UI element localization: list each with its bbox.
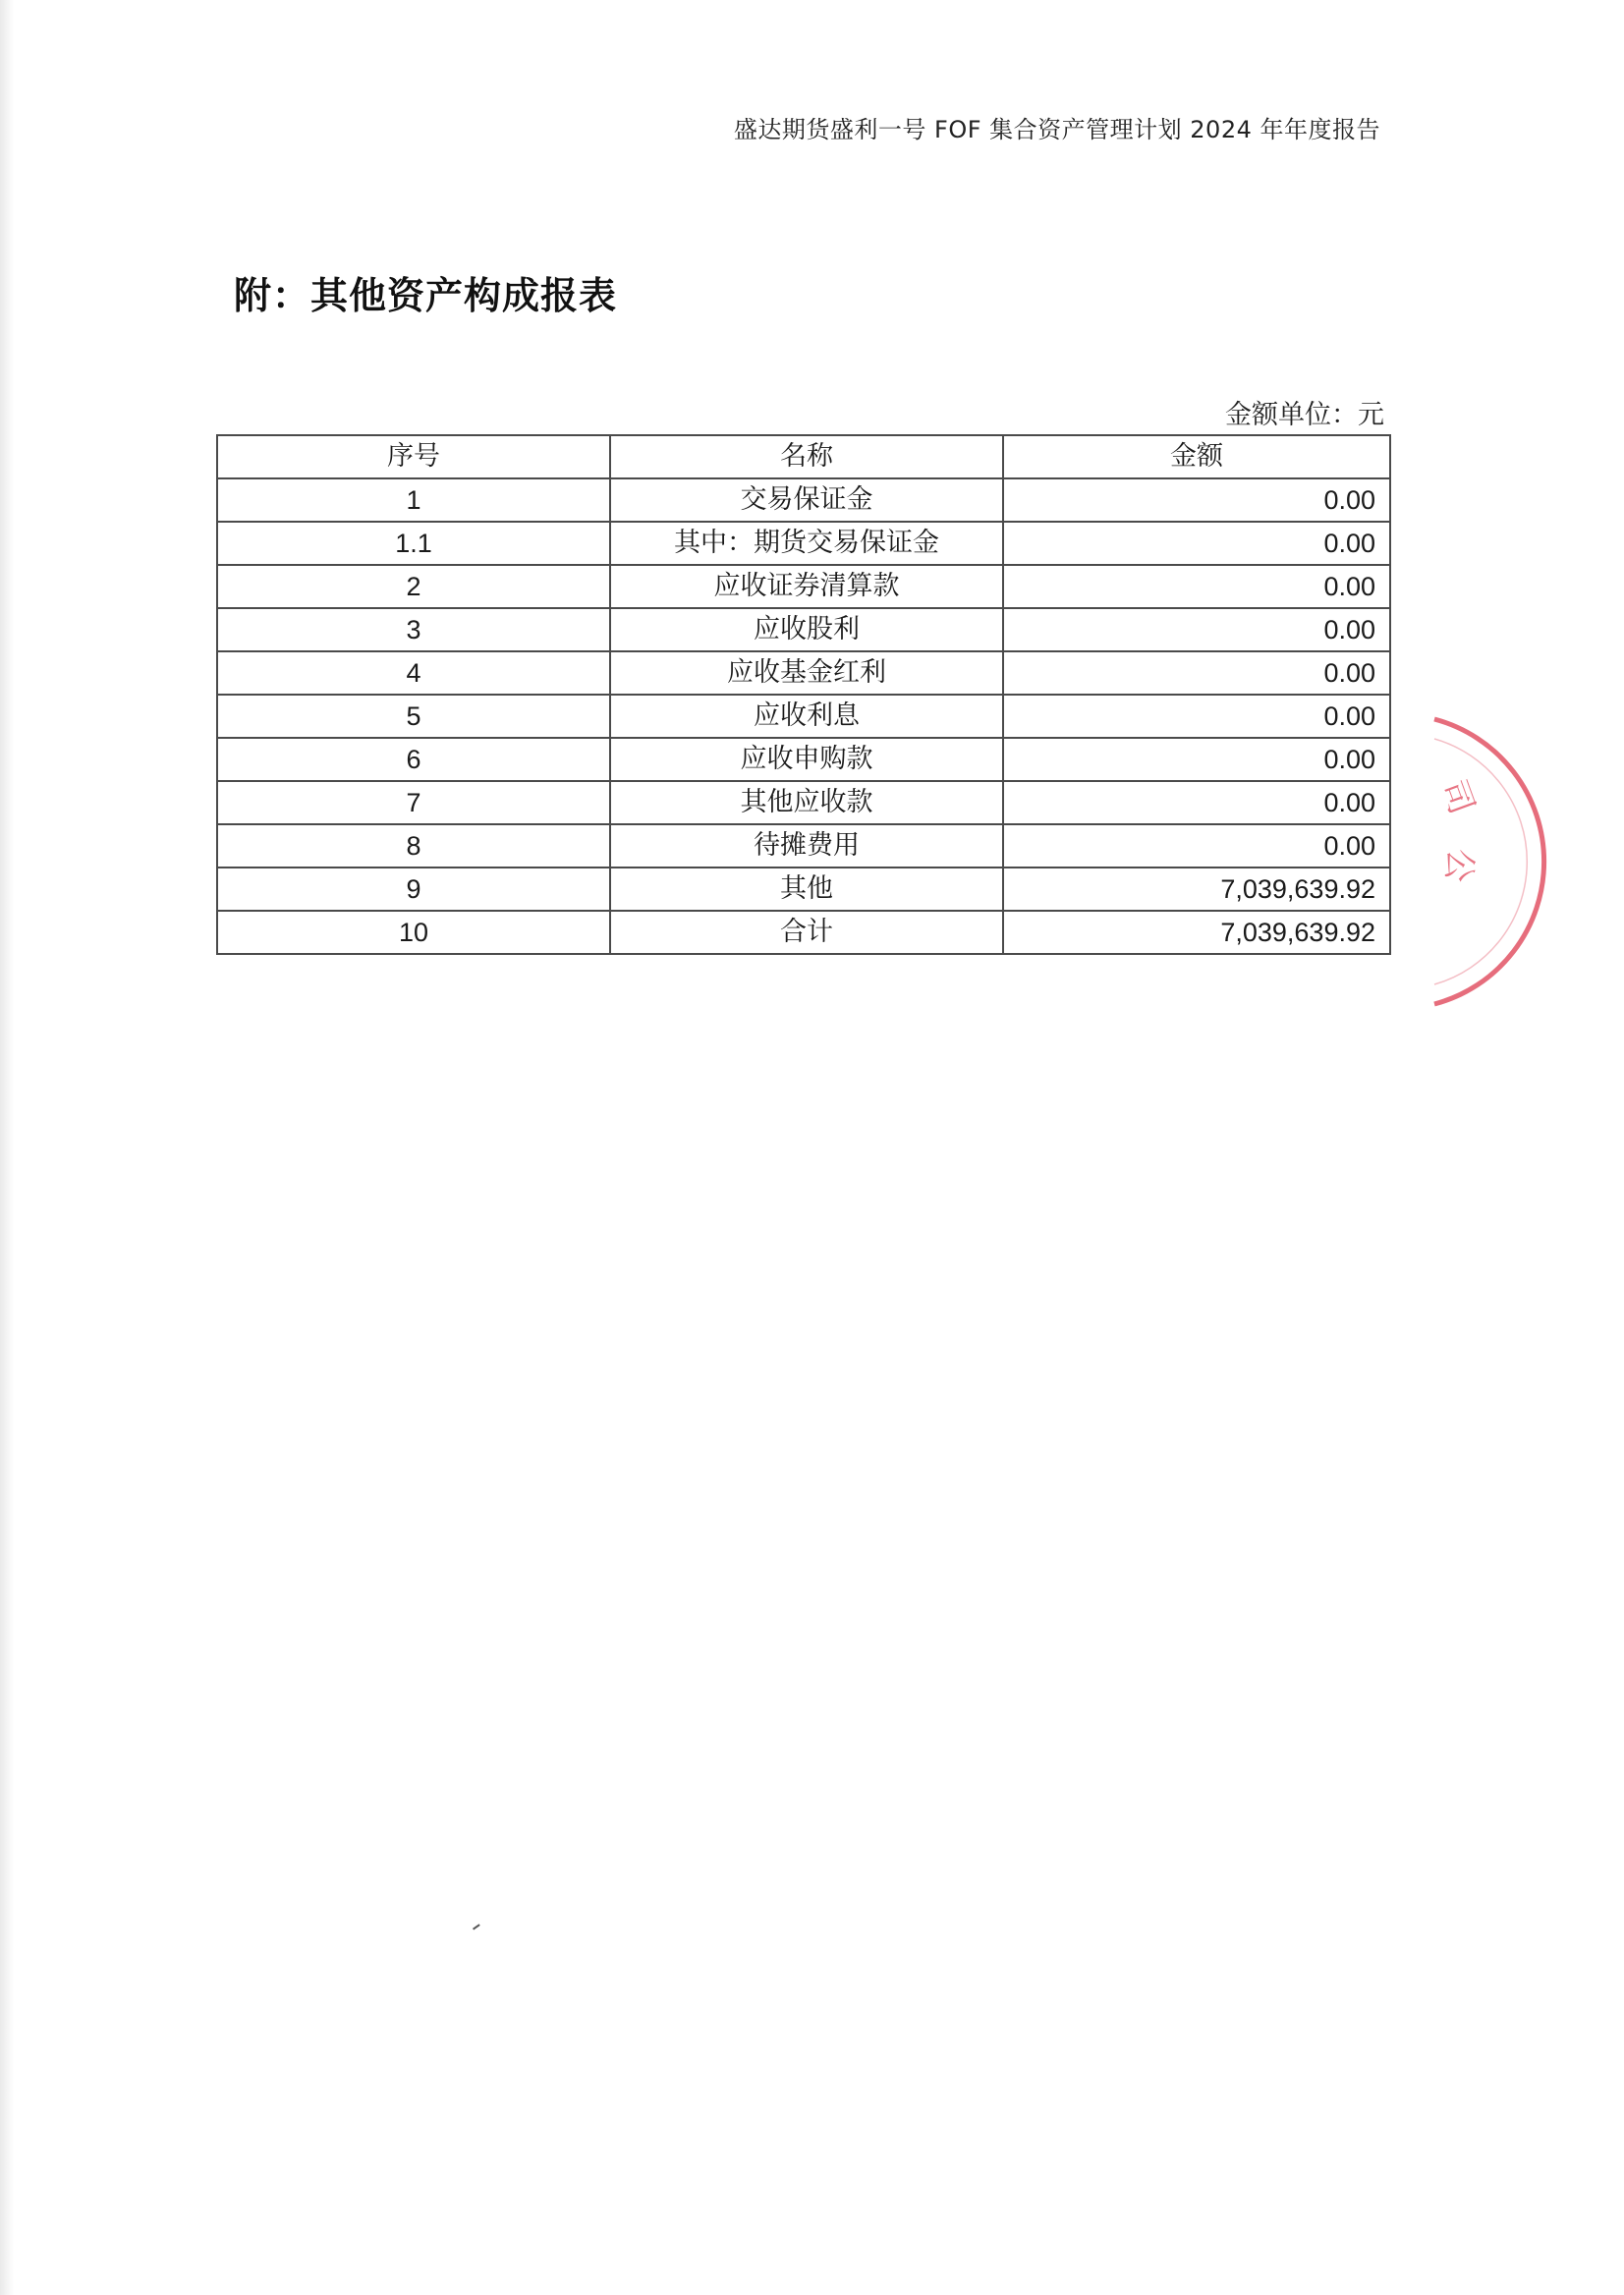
table-header-row: [217, 435, 1390, 478]
row-seq-cell: 6: [217, 738, 610, 781]
seal-char: 司: [1432, 774, 1483, 820]
table-row: [217, 478, 1390, 522]
running-header: 盛达期货盛利一号 FOF 集合资产管理计划 2024 年年度报告: [733, 116, 1380, 143]
row-name-cell: 其他: [610, 868, 1003, 911]
table-row: [217, 738, 1390, 781]
column-header-seq: 序号: [217, 435, 610, 478]
row-amount-cell: 0.00: [1003, 522, 1390, 565]
seal-char: 公: [1437, 847, 1481, 884]
row-amount-cell: 0.00: [1003, 781, 1390, 824]
row-name-cell: 应收基金红利: [610, 651, 1003, 695]
row-name-cell: 待摊费用: [610, 824, 1003, 868]
row-seq-cell: 3: [217, 608, 610, 651]
row-seq-cell: 9: [217, 868, 610, 911]
row-name-cell: 其中：期货交易保证金: [610, 522, 1003, 565]
column-header-name: 名称: [610, 435, 1003, 478]
row-amount-cell: 0.00: [1003, 738, 1390, 781]
row-seq-cell: 5: [217, 695, 610, 738]
table-row: [217, 911, 1390, 954]
row-name-cell: 合计: [610, 911, 1003, 954]
row-name-cell: 交易保证金: [610, 478, 1003, 522]
scan-edge-shadow: [0, 0, 14, 2295]
row-amount-cell: 7,039,639.92: [1003, 868, 1390, 911]
row-amount-cell: 0.00: [1003, 824, 1390, 868]
table-body: [217, 478, 1390, 954]
company-seal-stamp: [1415, 709, 1552, 1014]
table-row: [217, 781, 1390, 824]
table-row: [217, 522, 1390, 565]
row-name-cell: 应收利息: [610, 695, 1003, 738]
row-amount-cell: 0.00: [1003, 608, 1390, 651]
table-row: [217, 608, 1390, 651]
row-amount-cell: 0.00: [1003, 651, 1390, 695]
row-amount-cell: 0.00: [1003, 565, 1390, 608]
row-seq-cell: 1: [217, 478, 610, 522]
table-row: [217, 695, 1390, 738]
table-row: [217, 868, 1390, 911]
table-row: [217, 651, 1390, 695]
row-seq-cell: 1.1: [217, 522, 610, 565]
row-seq-cell: 8: [217, 824, 610, 868]
table-row: [217, 565, 1390, 608]
section-title: 附：其他资产构成报表: [234, 274, 618, 317]
row-seq-cell: 7: [217, 781, 610, 824]
row-amount-cell: 0.00: [1003, 478, 1390, 522]
table-row: [217, 824, 1390, 868]
row-name-cell: 应收申购款: [610, 738, 1003, 781]
scan-artifact-mark: [473, 1924, 482, 1933]
column-header-amount: 金额: [1003, 435, 1390, 478]
row-amount-cell: 7,039,639.92: [1003, 911, 1390, 954]
row-seq-cell: 10: [217, 911, 610, 954]
row-name-cell: 其他应收款: [610, 781, 1003, 824]
row-name-cell: 应收股利: [610, 608, 1003, 651]
row-seq-cell: 2: [217, 565, 610, 608]
row-amount-cell: 0.00: [1003, 695, 1390, 738]
amount-unit-label: 金额单位：元: [1225, 400, 1384, 430]
row-name-cell: 应收证券清算款: [610, 565, 1003, 608]
row-seq-cell: 4: [217, 651, 610, 695]
other-assets-table: [216, 434, 1391, 955]
